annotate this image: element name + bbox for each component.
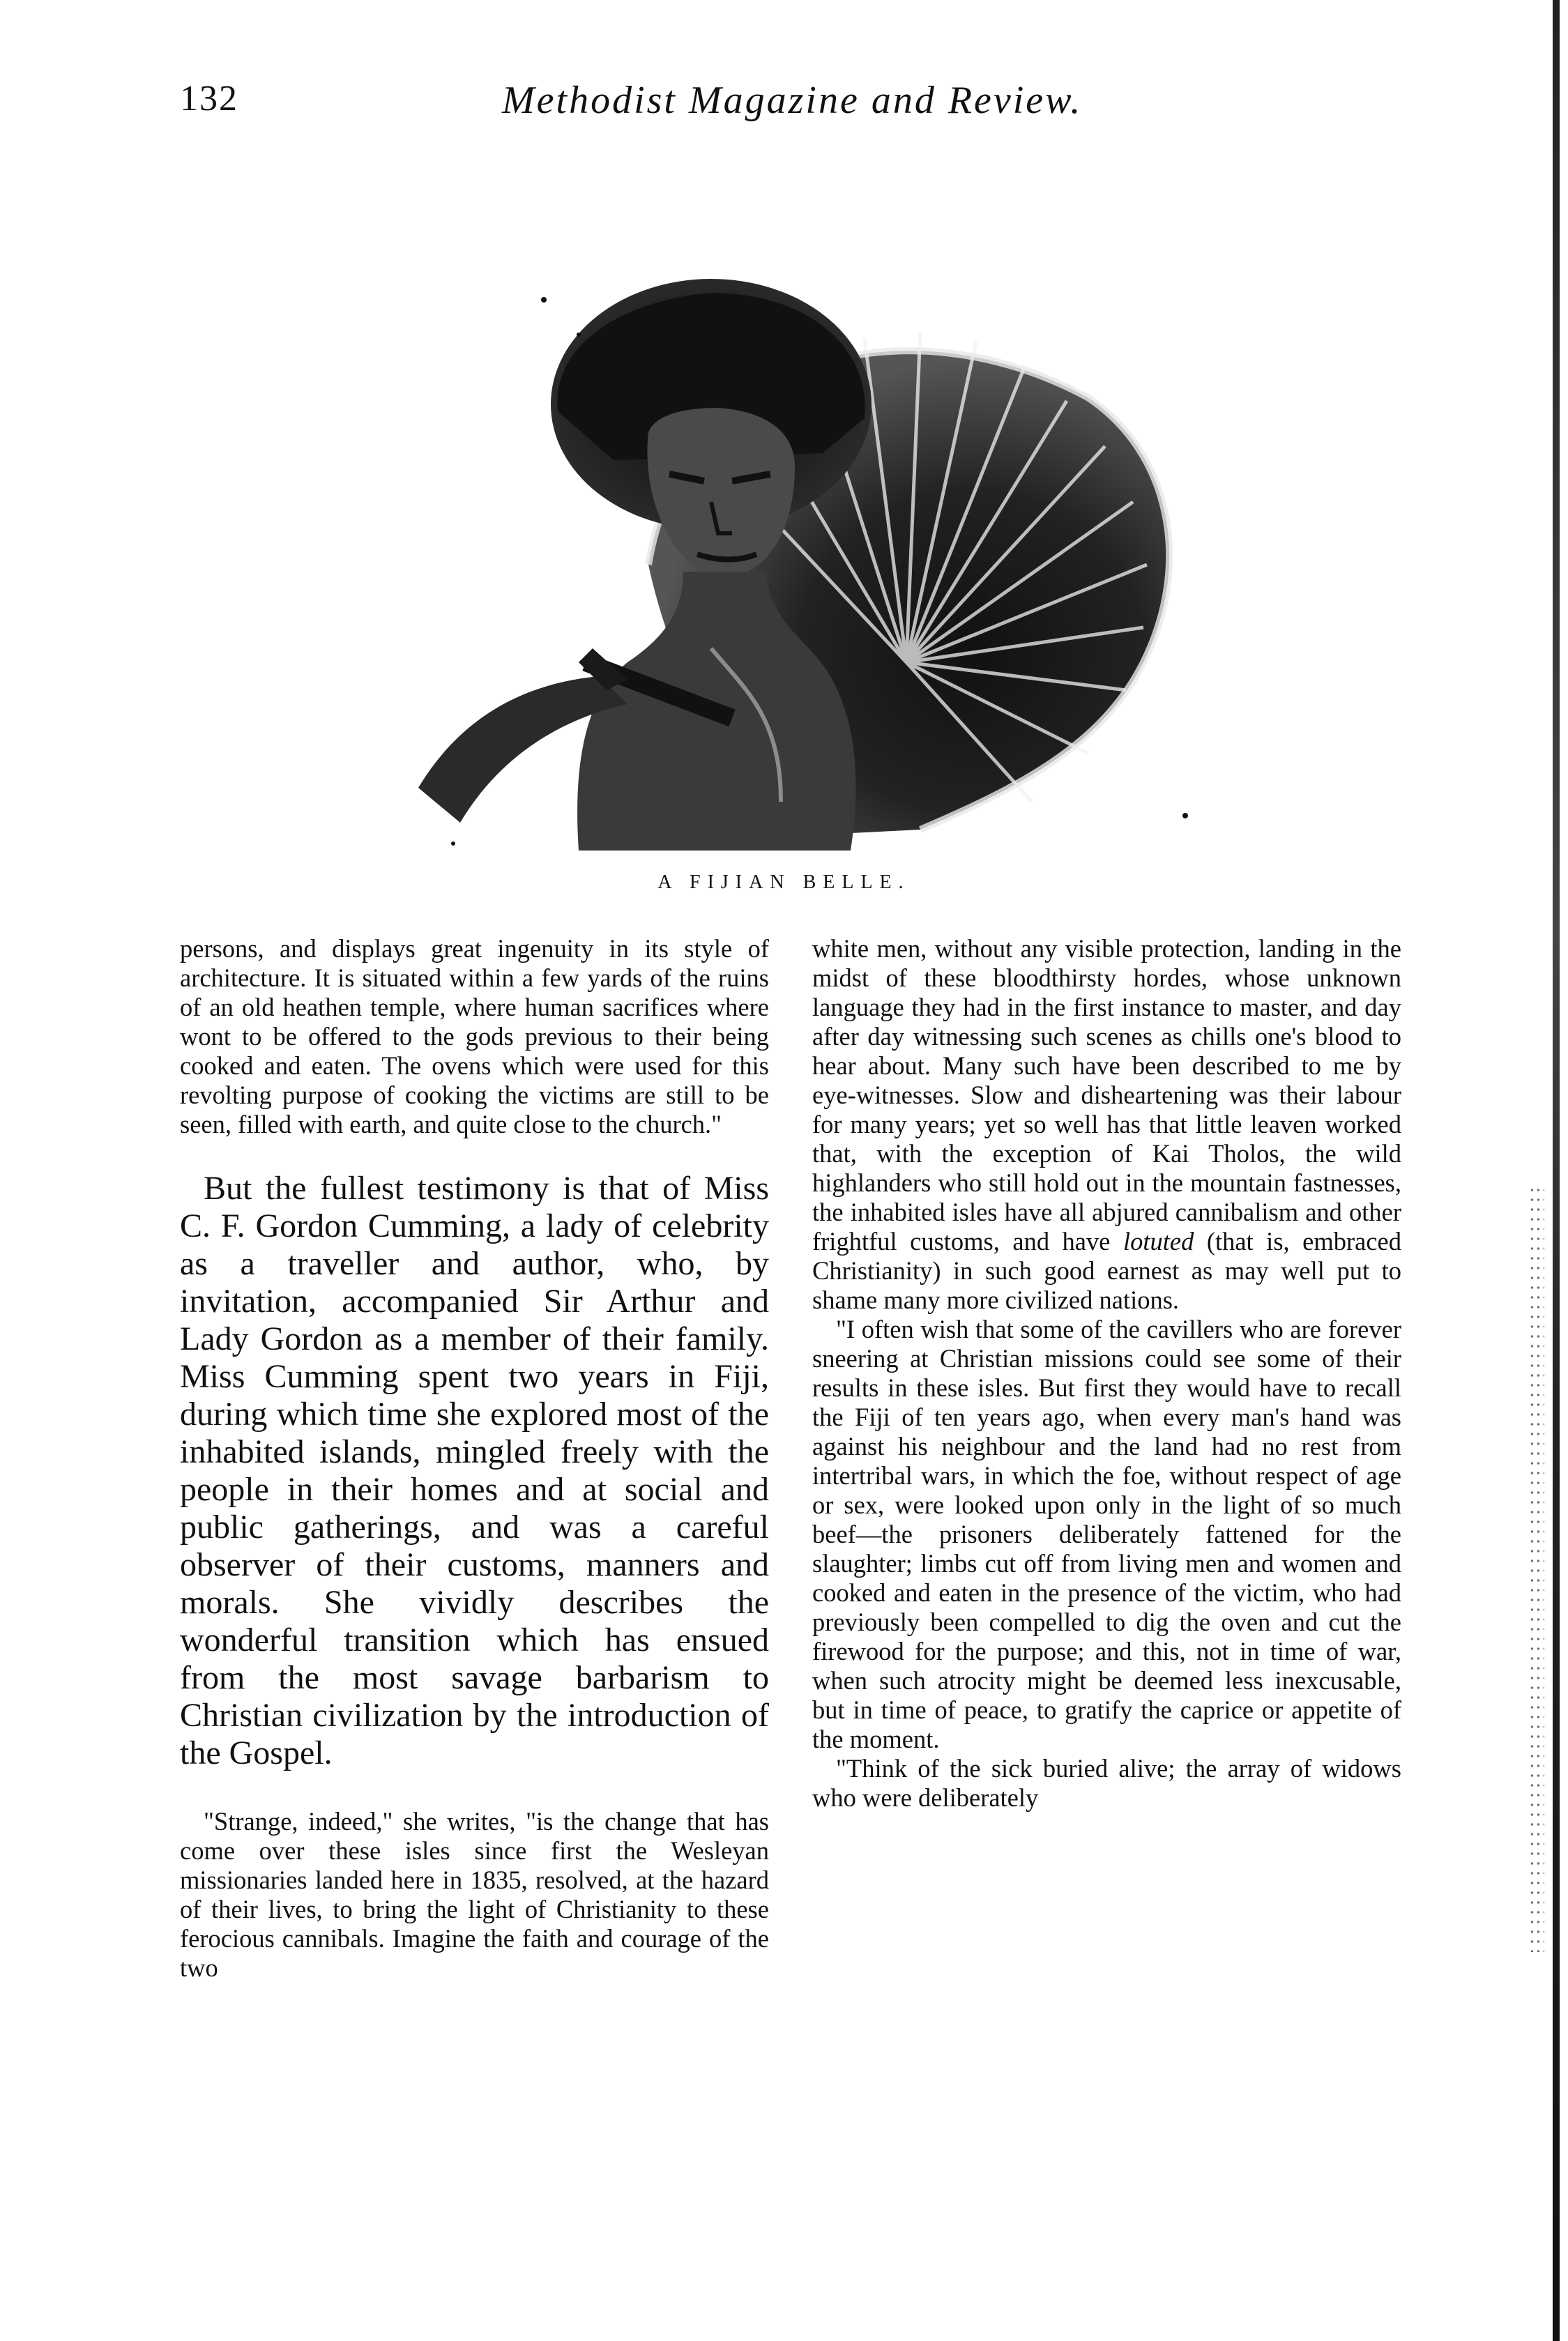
page-edge-shadow <box>1553 0 1560 2341</box>
right-paragraph-1 <box>812 934 1401 1315</box>
left-column <box>180 934 769 1983</box>
right-paragraph-1-text-end: (that is, embraced Christianity) in such good earnest as may well put to shame many more civilized nations. <box>812 1227 1401 1314</box>
page-edge-speckle <box>1529 1185 1544 1952</box>
right-column <box>812 934 1401 1813</box>
fijian-woman-with-fan-illustration <box>418 272 1213 851</box>
right-paragraph-3: "Think of the sick buried alive; the array of widows who were deliberately <box>812 1754 1401 1812</box>
left-paragraph-1: persons, and displays great ingenuity in its style of architecture. It is situated within a few yards of the ruins of an old heathen temple, where human sacrifices where wont to be offered to the gods previous to their being cooked and eaten. The ovens which were used for this revolting purpose of cooking the victims are still to be seen, filled with earth, and quite close to the church." <box>180 934 769 1138</box>
right-paragraph-1-text: white men, without any visible protection, landing in the midst of these bloodthirsty hordes, whose unknown language they had in the first instance to master, and day after day witnessing such scenes as chills one's blood to hear about. Many such have been described to me by eye-witnesses. Slow and disheartening was their labour for many years; yet so well has that little leaven worked that, with the exception of Kai Tholos, the wild highlanders who still hold out in the mountain fastnesses, the inhabited isles have all abjured cannibalism and other frightful customs, and have <box>812 934 1401 1256</box>
figure-caption: A FIJIAN BELLE. <box>657 871 911 893</box>
halftone-illustration <box>418 272 1213 851</box>
left-paragraph-2: But the fullest testimony is that of Miss C. F. Gordon Cumming, a lady of celebrity as a traveller and author, who, by invitation, accompanied Sir Arthur and Lady Gordon as a member of their family. Miss Cumming spent two years in Fiji, during which time she explored most of the inhabited islands, mingled freely with the people in their homes and at social and public gatherings, and was a careful observer of their customs, manners and morals. She vividly describes the wonderful transition which has ensued from the most savage barbarism to Christian civilization by the introduction of the Gospel. <box>180 1170 769 1771</box>
italic-word: lotuted <box>1122 1227 1194 1256</box>
page-number: 132 <box>180 79 238 119</box>
left-paragraph-3: "Strange, indeed," she writes, "is the change that has come over these isles since first the Wesleyan missionaries landed here in 1835, resolved, at the hazard of their lives, to bring the light of Christianity to these ferocious cannibals. Imagine the faith and courage of the two <box>180 1807 769 1982</box>
right-paragraph-2: "I often wish that some of the cavillers who are forever sneering at Christian missions could see some of their results in these isles. But first they would have to recall the Fiji of ten years ago, when every man's hand was against his neighbour and the land had no rest from intertribal wars, in which the foe, without respect of age or sex, were looked upon only in the light of so much beef—the prisoners deliberately fattened for the slaughter; limbs cut off from living men and women and cooked and eaten in the presence of the victim, who had previously been compelled to dig the oven and cut the firewood for the purpose; and this, not in time of war, when such atrocity might be deemed less inexcusable, but in time of peace, to gratify the caprice or appetite of the moment. <box>812 1315 1401 1753</box>
running-head: Methodist Magazine and Review. <box>502 79 1083 122</box>
